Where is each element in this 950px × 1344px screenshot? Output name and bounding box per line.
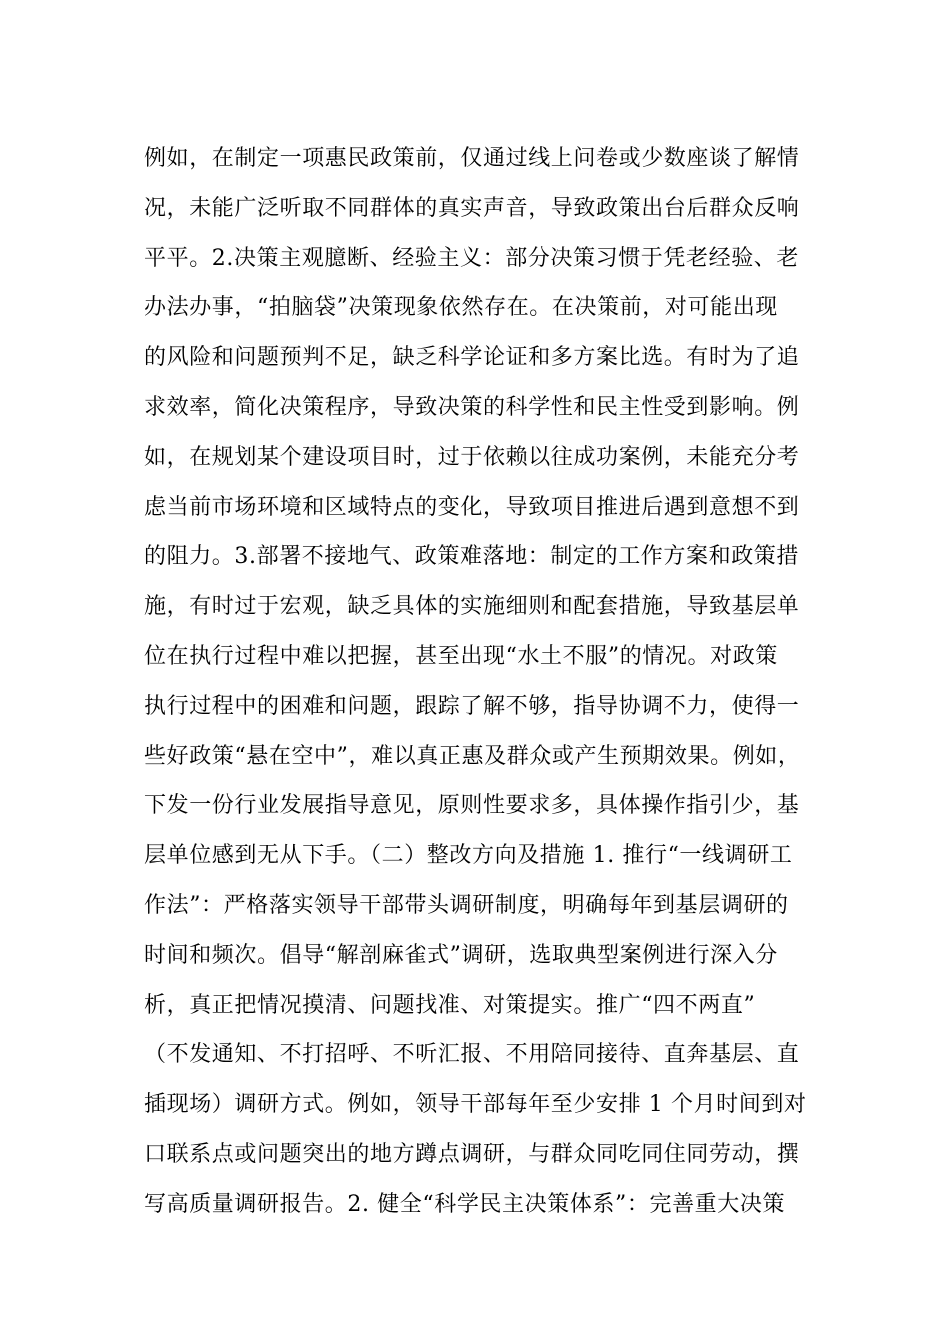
text-line: 求效率，简化决策程序，导致决策的科学性和民主性受到影响。例	[144, 394, 800, 420]
text-line: 平平。2.决策主观臆断、经验主义：部分决策习惯于凭老经验、老	[144, 245, 799, 271]
text-line: 执行过程中的困难和问题，跟踪了解不够，指导协调不力，使得一	[144, 693, 800, 719]
text-line: （不发通知、不打招呼、不听汇报、不用陪同接待、直奔基层、直	[144, 1042, 800, 1068]
text-line: 口联系点或问题突出的地方蹲点调研，与群众同吃同住同劳动，撰	[144, 1141, 800, 1167]
text-line: 位在执行过程中难以把握，甚至出现“水土不服”的情况。对政策	[144, 643, 778, 669]
text-line: 虑当前市场环境和区域特点的变化，导致项目推进后遇到意想不到	[144, 494, 800, 520]
text-line: 况，未能广泛听取不同群体的真实声音，导致政策出台后群众反响	[144, 195, 800, 221]
text-line: 下发一份行业发展指导意见，原则性要求多，具体操作指引少，基	[144, 793, 800, 819]
text-line: 的风险和问题预判不足，缺乏科学论证和多方案比选。有时为了追	[144, 345, 800, 371]
text-line: 的阻力。3.部署不接地气、政策难落地：制定的工作方案和政策措	[144, 544, 799, 570]
text-line: 层单位感到无从下手。（二）整改方向及措施 1. 推行“一线调研工	[144, 843, 793, 869]
text-line: 办法办事，“拍脑袋”决策现象依然存在。在决策前，对可能出现	[144, 295, 778, 321]
text-line: 写高质量调研报告。2. 健全“科学民主决策体系”：完善重大决策	[144, 1191, 786, 1217]
text-line: 如，在规划某个建设项目时，过于依赖以往成功案例，未能充分考	[144, 444, 800, 470]
text-line: 些好政策“悬在空中”，难以真正惠及群众或产生预期效果。例如，	[144, 743, 801, 769]
body-paragraph	[144, 134, 844, 1230]
text-line: 插现场）调研方式。例如，领导干部每年至少安排 1 个月时间到对	[144, 1092, 807, 1118]
text-line: 时间和频次。倡导“解剖麻雀式”调研，选取典型案例进行深入分	[144, 942, 778, 968]
text-line: 作法”：严格落实领导干部带头调研制度，明确每年到基层调研的	[144, 892, 789, 918]
text-line: 例如，在制定一项惠民政策前，仅通过线上问卷或少数座谈了解情	[144, 146, 800, 171]
text-line: 施，有时过于宏观，缺乏具体的实施细则和配套措施，导致基层单	[144, 594, 800, 620]
text-line: 析，真正把情况摸清、问题找准、对策提实。推广“四不两直”	[144, 992, 756, 1018]
